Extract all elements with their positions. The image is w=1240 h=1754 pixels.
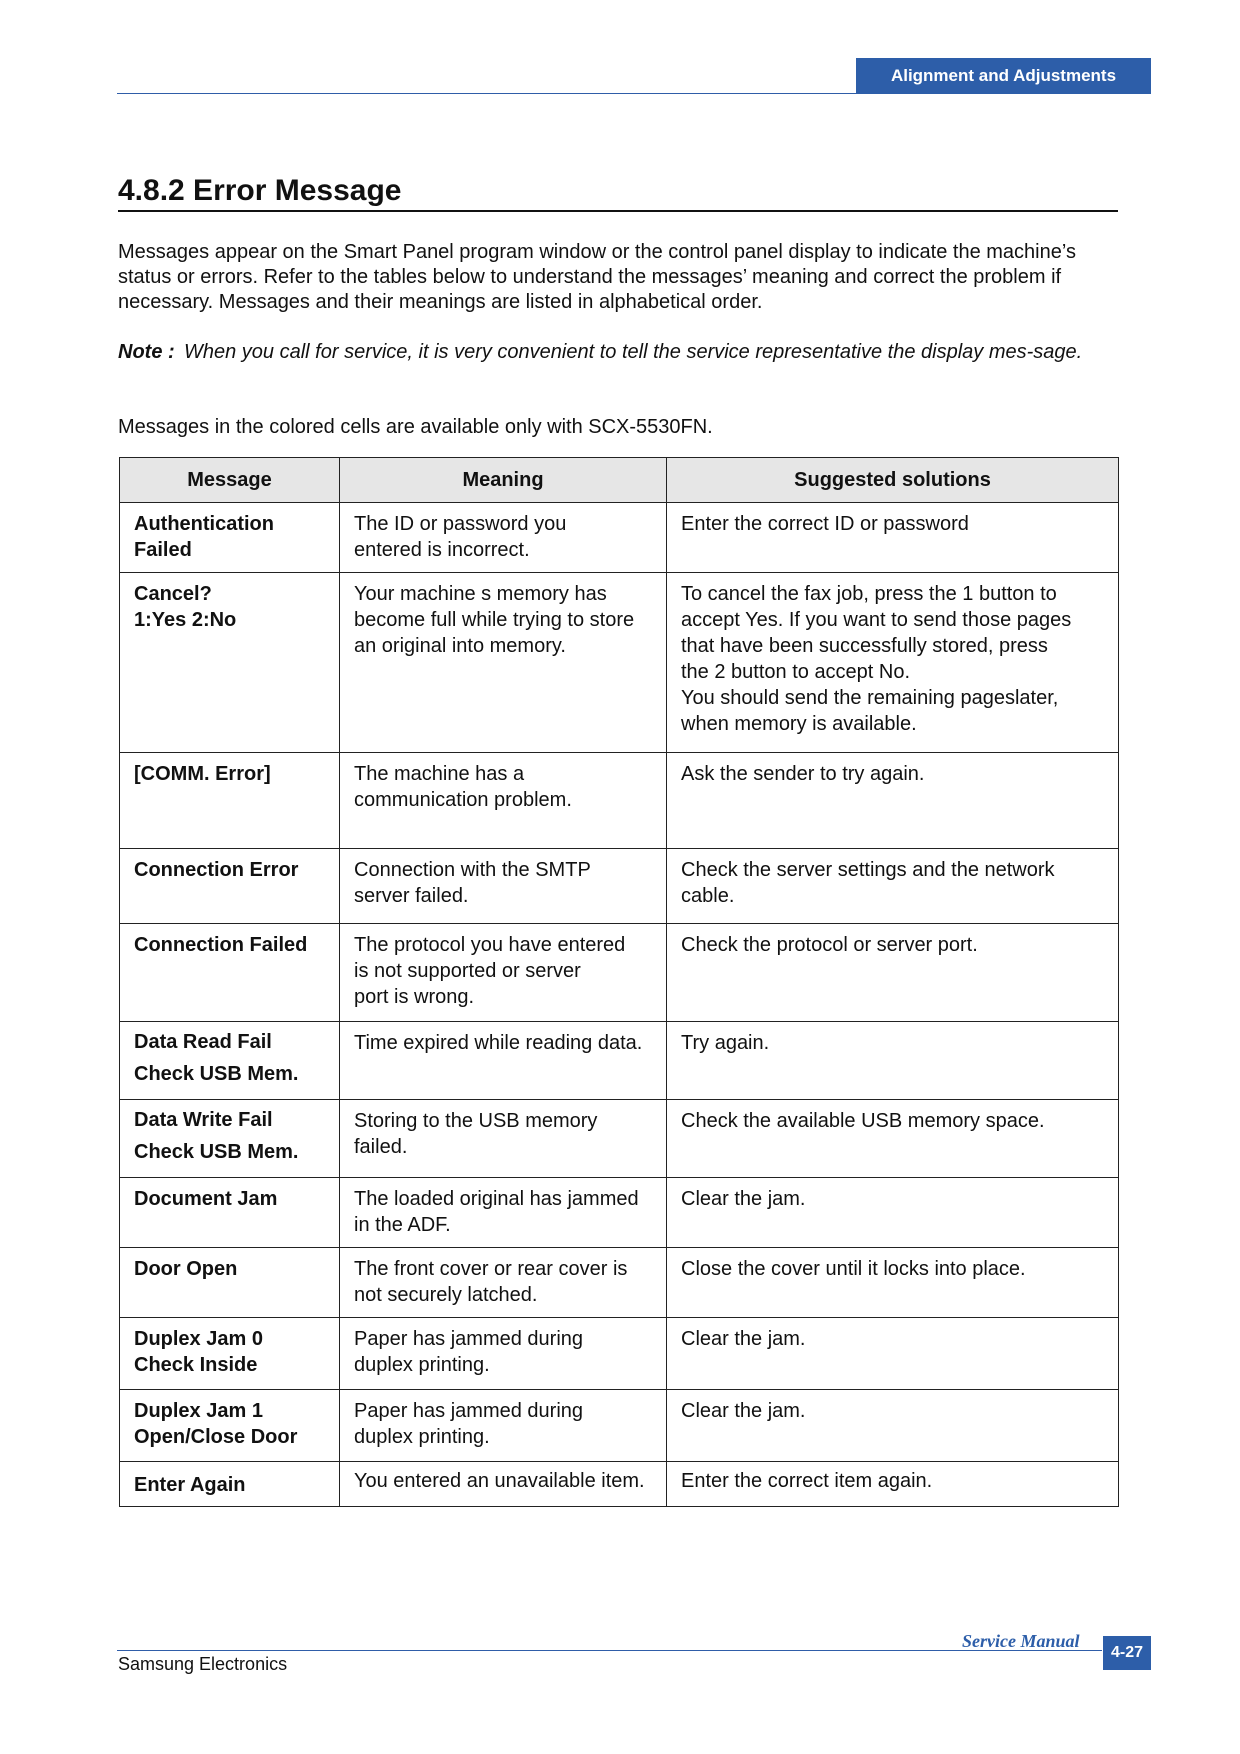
message-cell: Door Open xyxy=(120,1248,340,1318)
meaning-cell: The ID or password you entered is incorrect. xyxy=(340,503,667,573)
note-text: When you call for service, it is very convenient to tell the service representative the display mes-sage. xyxy=(184,341,1083,363)
message-cell: Cancel? 1:Yes 2:No xyxy=(120,573,340,753)
message-cell: Duplex Jam 0 Check Inside xyxy=(120,1318,340,1390)
message-cell: Data Read Fail Check USB Mem. xyxy=(120,1022,340,1100)
table-row xyxy=(120,1462,1119,1507)
table-row xyxy=(120,503,1119,573)
header-message: Message xyxy=(120,458,340,503)
note-label: Note : xyxy=(118,341,175,363)
meaning-cell: The protocol you have entered is not supported or server port is wrong. xyxy=(340,924,667,1022)
solution-cell: Clear the jam. xyxy=(667,1318,1119,1390)
error-message-table xyxy=(119,457,1119,1507)
footer-company: Samsung Electronics xyxy=(118,1654,288,1674)
footer-manual-title: Service Manual xyxy=(962,1631,1080,1651)
meaning-cell: The front cover or rear cover is not securely latched. xyxy=(340,1248,667,1318)
message-cell: Enter Again xyxy=(120,1462,340,1507)
meaning-cell: Paper has jammed during duplex printing. xyxy=(340,1318,667,1390)
table-row xyxy=(120,1390,1119,1462)
intro-paragraph: Messages appear on the Smart Panel program window or the control panel display to indicate the machine’s status or errors. Refer to the tables below to understand the messages’ meaning and correct the problem if necessary. Messages and their meanings are listed in alphabetical order. xyxy=(118,241,1076,313)
message-cell: Connection Failed xyxy=(120,924,340,1022)
table-row xyxy=(120,849,1119,924)
solution-cell: Clear the jam. xyxy=(667,1178,1119,1248)
message-cell: Connection Error xyxy=(120,849,340,924)
solution-cell: To cancel the fax job, press the 1 button to accept Yes. If you want to send those pages that have been successfully stored, press the 2 button to accept No. You should send the remaining pageslater, when memory is available. xyxy=(667,573,1119,753)
meaning-cell: Paper has jammed during duplex printing. xyxy=(340,1390,667,1462)
header-suggested-solutions: Suggested solutions xyxy=(667,458,1119,503)
table-header-row xyxy=(120,458,1119,503)
table-row xyxy=(120,924,1119,1022)
section-title: 4.8.2 Error Message xyxy=(118,174,402,207)
meaning-cell: Your machine s memory has become full while trying to store an original into memory. xyxy=(340,573,667,753)
title-rule xyxy=(118,210,1118,212)
table-row xyxy=(120,753,1119,849)
footer-rule xyxy=(117,1650,1102,1651)
table-row xyxy=(120,1318,1119,1390)
meaning-cell: Time expired while reading data. xyxy=(340,1022,667,1100)
meaning-cell: Storing to the USB memory failed. xyxy=(340,1100,667,1178)
meaning-cell: The machine has a communication problem. xyxy=(340,753,667,849)
message-cell: Duplex Jam 1 Open/Close Door xyxy=(120,1390,340,1462)
colored-cells-note: Messages in the colored cells are available only with SCX-5530FN. xyxy=(118,416,713,438)
header-section-tab: Alignment and Adjustments xyxy=(856,58,1151,94)
message-cell: Document Jam xyxy=(120,1178,340,1248)
solution-cell: Close the cover until it locks into place. xyxy=(667,1248,1119,1318)
message-cell: Data Write Fail Check USB Mem. xyxy=(120,1100,340,1178)
table-row xyxy=(120,573,1119,753)
meaning-cell: The loaded original has jammed in the ADF. xyxy=(340,1178,667,1248)
message-cell: Authentication Failed xyxy=(120,503,340,573)
meaning-cell: You entered an unavailable item. xyxy=(340,1462,667,1507)
solution-cell: Ask the sender to try again. xyxy=(667,753,1119,849)
page-number-badge: 4-27 xyxy=(1103,1636,1151,1670)
header-meaning: Meaning xyxy=(340,458,667,503)
solution-cell: Check the server settings and the network cable. xyxy=(667,849,1119,924)
table-row xyxy=(120,1248,1119,1318)
solution-cell: Enter the correct ID or password xyxy=(667,503,1119,573)
message-cell: [COMM. Error] xyxy=(120,753,340,849)
solution-cell: Check the protocol or server port. xyxy=(667,924,1119,1022)
table-row xyxy=(120,1178,1119,1248)
solution-cell: Clear the jam. xyxy=(667,1390,1119,1462)
table-row xyxy=(120,1022,1119,1100)
solution-cell: Check the available USB memory space. xyxy=(667,1100,1119,1178)
meaning-cell: Connection with the SMTP server failed. xyxy=(340,849,667,924)
solution-cell: Enter the correct item again. xyxy=(667,1462,1119,1507)
solution-cell: Try again. xyxy=(667,1022,1119,1100)
table-row xyxy=(120,1100,1119,1178)
